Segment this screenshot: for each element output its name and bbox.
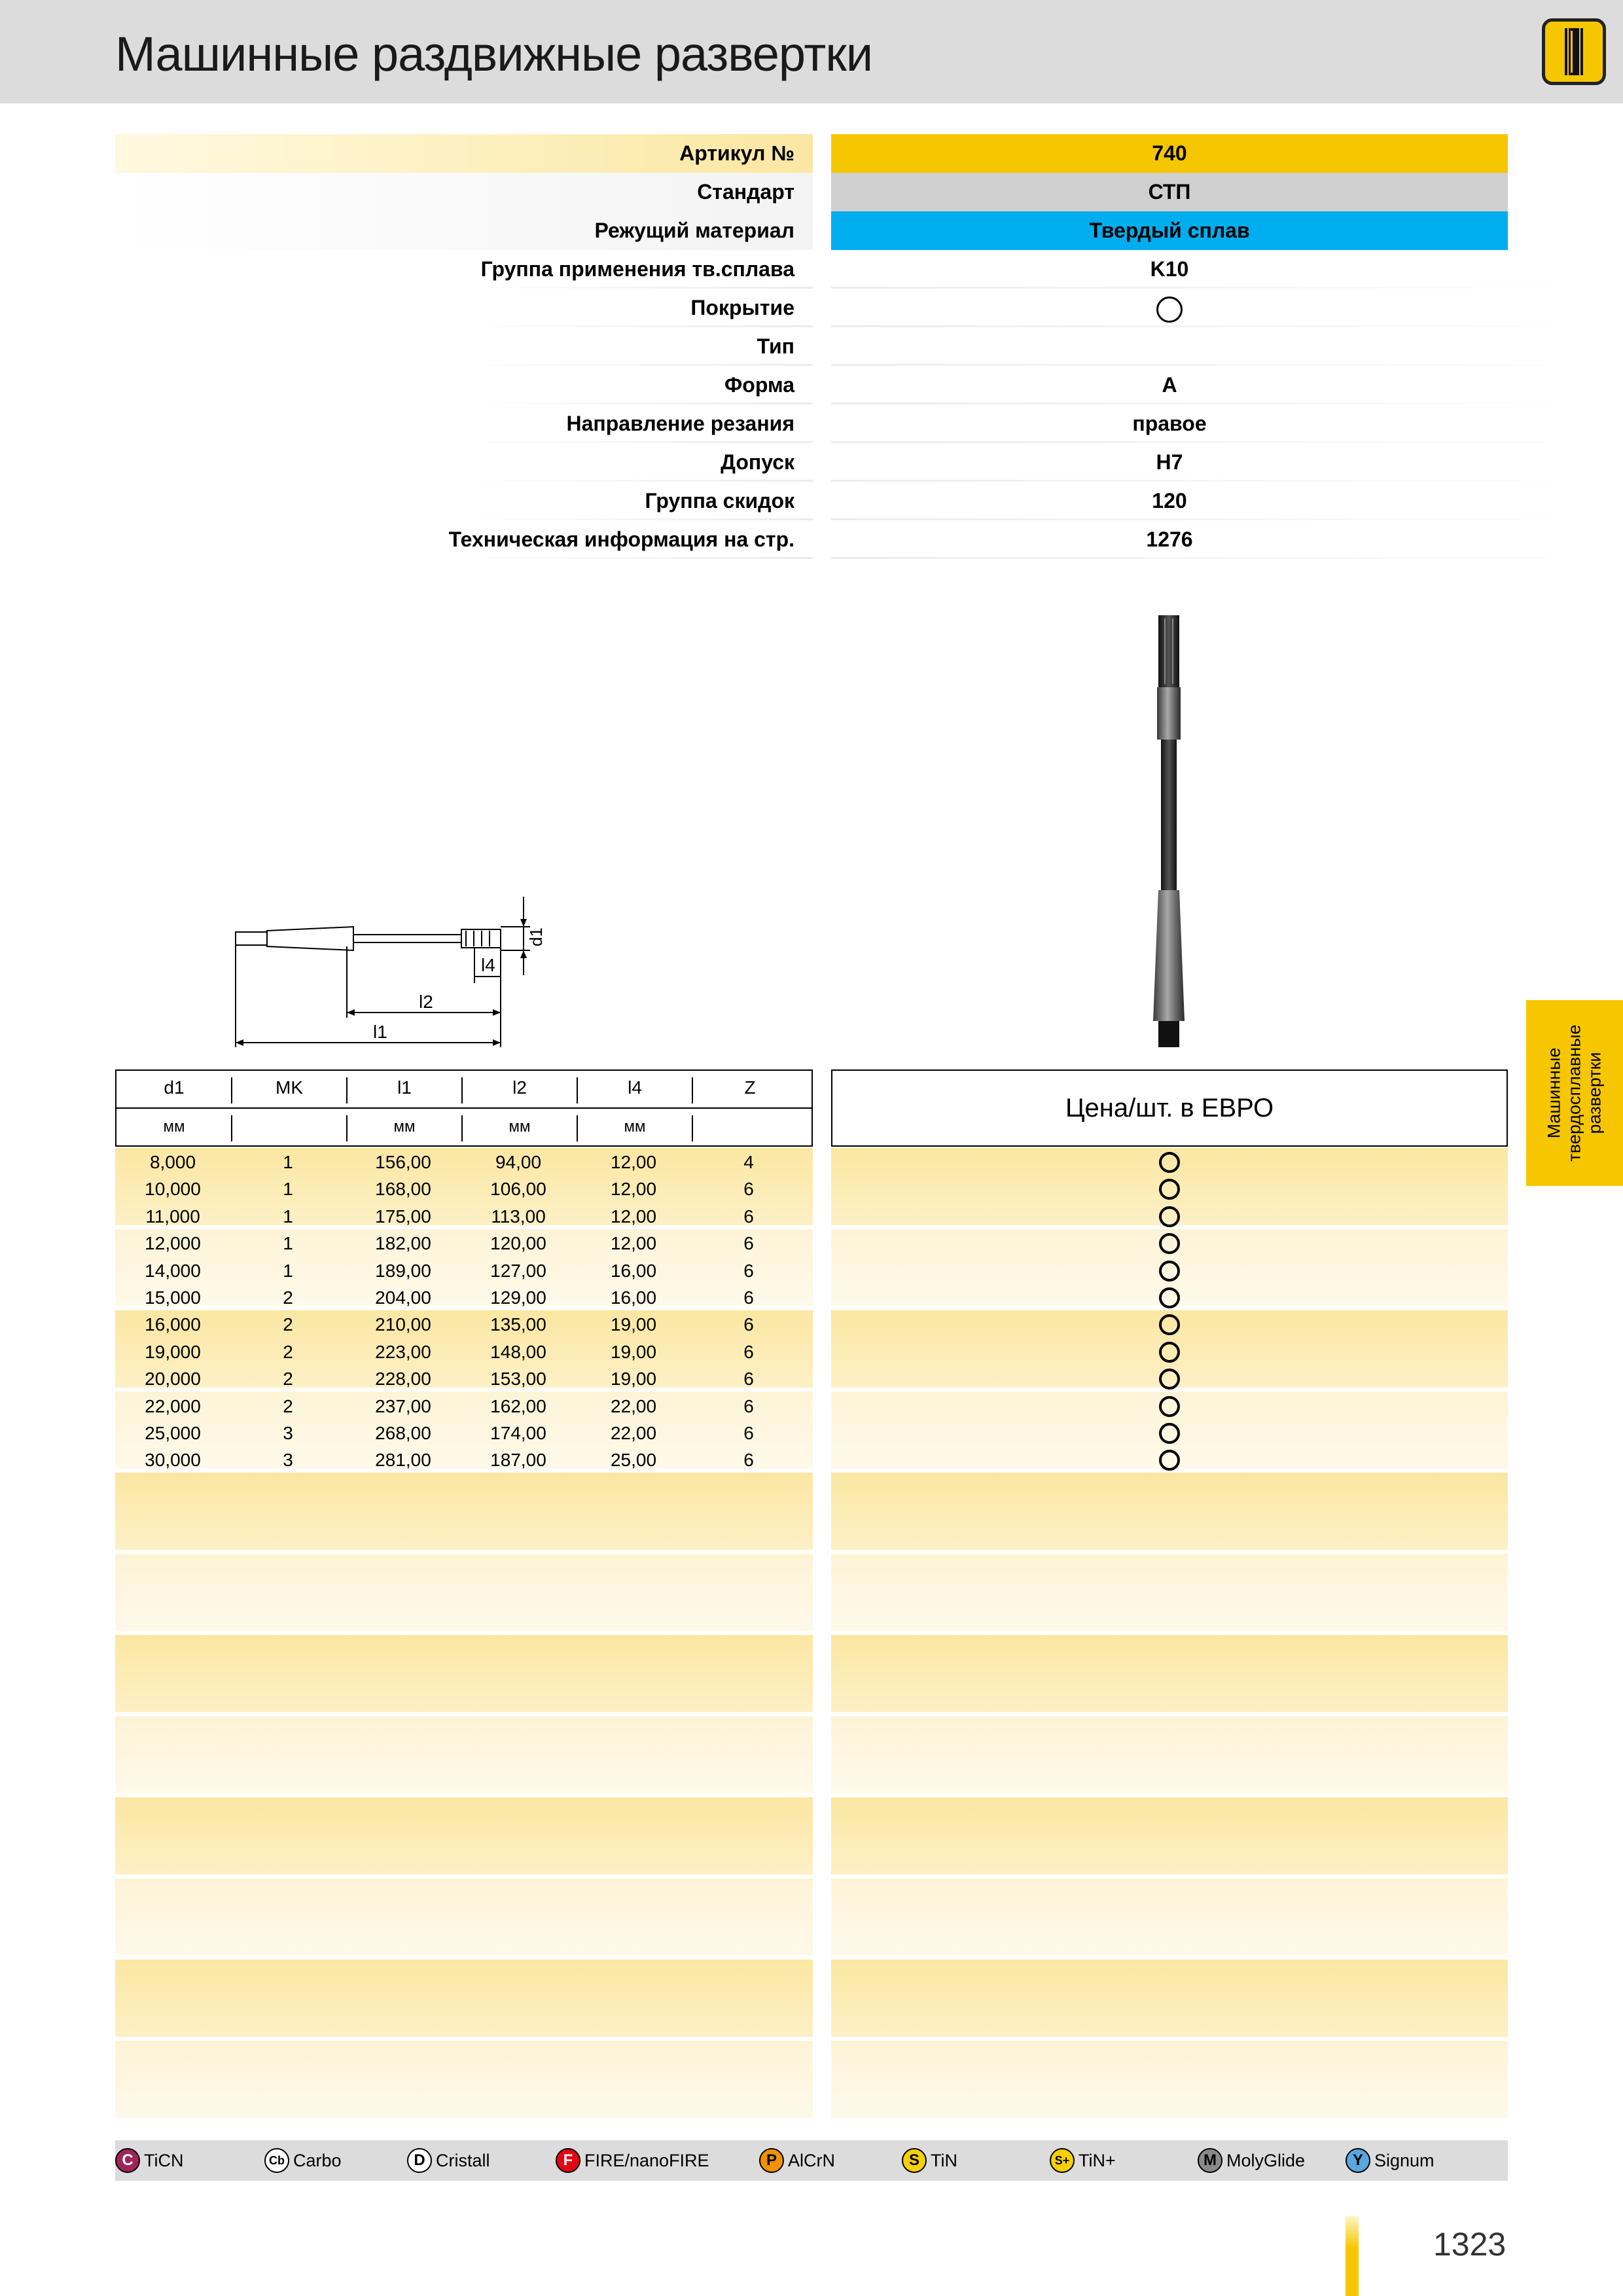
table-band — [115, 1797, 813, 1874]
column-unit: мм — [624, 1118, 646, 1136]
coating-badge-icon: Cb — [264, 2148, 289, 2173]
table-band — [115, 1716, 813, 1793]
column-header: MK — [276, 1077, 303, 1098]
spec-value: Твердый сплав — [831, 211, 1508, 250]
table-cell: 3 — [283, 1423, 293, 1443]
available-ring-icon — [1159, 1342, 1180, 1363]
table-row[interactable] — [115, 1203, 813, 1230]
legend-item — [759, 2140, 835, 2181]
table-row[interactable] — [115, 1420, 813, 1446]
column-header: Z — [744, 1077, 756, 1098]
available-ring-icon — [1159, 1233, 1180, 1254]
table-cell: 2 — [283, 1314, 293, 1335]
column-header: l1 — [397, 1077, 412, 1098]
table-band — [831, 1473, 1508, 1550]
table-cell: 19,00 — [610, 1341, 657, 1362]
column-unit: мм — [163, 1118, 185, 1136]
table-cell: 22,000 — [145, 1395, 201, 1416]
section-side-tab[interactable] — [1526, 1000, 1623, 1186]
spec-label: Допуск — [721, 450, 794, 474]
legend-item — [115, 2140, 184, 2181]
table-band — [831, 2041, 1508, 2118]
table-cell: 106,00 — [490, 1179, 546, 1200]
spec-label: Режущий материал — [115, 211, 813, 250]
table-cell: 6 — [743, 1179, 754, 1200]
table-cell: 2 — [283, 1369, 293, 1390]
table-band — [831, 1716, 1508, 1793]
price-cell[interactable] — [831, 1257, 1508, 1284]
price-cell[interactable] — [831, 1446, 1508, 1473]
column-unit: мм — [508, 1118, 531, 1136]
table-cell: 156,00 — [375, 1152, 431, 1172]
table-cell: 6 — [743, 1287, 754, 1308]
spec-row — [115, 404, 1508, 443]
coating-badge-icon: D — [407, 2148, 432, 2173]
spec-row — [115, 520, 1508, 559]
spec-value: 740 — [831, 134, 1508, 173]
spec-value: 120 — [1152, 489, 1187, 512]
table-band — [831, 1797, 1508, 1874]
table-cell: 182,00 — [375, 1233, 431, 1254]
legend-item — [1346, 2140, 1435, 2181]
table-band — [115, 1960, 813, 2037]
available-ring-icon — [1159, 1287, 1180, 1308]
spec-row — [115, 134, 1508, 173]
reamer-logo-icon — [1542, 18, 1606, 85]
spec-value: 1276 — [1146, 528, 1193, 551]
dim-l4: l4 — [481, 955, 495, 975]
legend-item — [556, 2140, 709, 2181]
available-ring-icon — [1159, 1179, 1180, 1200]
table-row[interactable] — [115, 1338, 813, 1365]
table-cell: 94,00 — [495, 1152, 542, 1172]
price-header: Цена/шт. в ЕВРО — [831, 1069, 1508, 1147]
table-cell: 6 — [743, 1395, 754, 1416]
column-unit: мм — [393, 1118, 416, 1136]
page-accent-bar — [1346, 2216, 1359, 2296]
table-row[interactable] — [115, 1175, 813, 1202]
coating-badge-icon: F — [556, 2148, 580, 2173]
side-tab-label: Машинные твердосплавные развертки — [1544, 1024, 1605, 1162]
table-cell: 120,00 — [490, 1233, 546, 1254]
table-cell: 168,00 — [375, 1179, 431, 1200]
legend-item — [1198, 2140, 1305, 2181]
price-cell[interactable] — [831, 1365, 1508, 1392]
table-cell: 210,00 — [375, 1314, 431, 1335]
table-cell: 8,000 — [149, 1152, 196, 1172]
table-row[interactable] — [115, 1393, 813, 1420]
table-cell: 153,00 — [490, 1369, 546, 1390]
table-cell: 6 — [743, 1260, 754, 1281]
table-cell: 12,000 — [145, 1233, 201, 1254]
legend-label: AlCrN — [788, 2151, 835, 2170]
table-cell: 6 — [743, 1341, 754, 1362]
spec-label: Стандарт — [115, 173, 813, 211]
table-cell: 6 — [743, 1314, 754, 1335]
table-cell: 1 — [283, 1152, 293, 1172]
table-cell: 4 — [743, 1152, 754, 1172]
available-ring-icon — [1159, 1314, 1180, 1335]
table-cell: 12,00 — [610, 1233, 657, 1254]
price-cell[interactable] — [831, 1311, 1508, 1338]
coating-badge-icon: S+ — [1050, 2148, 1075, 2173]
legend-label: TiCN — [144, 2151, 184, 2170]
table-cell: 25,00 — [610, 1450, 657, 1471]
spec-row — [115, 327, 1508, 366]
table-cell: 268,00 — [375, 1423, 431, 1443]
table-cell: 1 — [283, 1260, 293, 1281]
table-band — [831, 1960, 1508, 2037]
column-header: l4 — [628, 1077, 642, 1098]
table-cell: 1 — [283, 1233, 293, 1254]
spec-row — [115, 443, 1508, 482]
coating-legend — [115, 2140, 1508, 2181]
table-row[interactable] — [115, 1230, 813, 1257]
available-ring-icon — [1159, 1261, 1180, 1282]
spec-value: K10 — [1150, 257, 1189, 281]
spec-row — [115, 482, 1508, 520]
table-row[interactable] — [115, 1257, 813, 1284]
legend-item — [1050, 2140, 1116, 2181]
table-cell: 6 — [743, 1369, 754, 1390]
table-cell: 1 — [283, 1206, 293, 1227]
table-cell: 12,00 — [610, 1179, 657, 1200]
table-cell: 6 — [743, 1233, 754, 1254]
table-cell: 16,000 — [145, 1314, 201, 1335]
spec-label: Покрытие — [690, 296, 794, 319]
table-cell: 2 — [283, 1395, 293, 1416]
table-cell: 22,00 — [610, 1395, 657, 1416]
table-cell: 22,00 — [610, 1423, 657, 1443]
dim-l1: l1 — [373, 1022, 387, 1042]
table-cell: 10,000 — [145, 1179, 201, 1200]
coating-badge-icon: Y — [1346, 2148, 1370, 2173]
table-cell: 237,00 — [375, 1395, 431, 1416]
coating-badge-icon: S — [902, 2148, 927, 2173]
table-cell: 228,00 — [375, 1369, 431, 1390]
coating-badge-icon: M — [1198, 2148, 1222, 2173]
spec-row — [115, 289, 1508, 327]
table-row[interactable] — [115, 1365, 813, 1392]
table-cell: 2 — [283, 1341, 293, 1362]
technical-drawing — [223, 884, 707, 1054]
spec-label: Тип — [757, 334, 794, 358]
spec-value: A — [1162, 373, 1177, 397]
legend-label: TiN+ — [1079, 2151, 1116, 2170]
price-cell[interactable] — [831, 1420, 1508, 1446]
table-cell: 135,00 — [490, 1314, 546, 1335]
dim-d1: d1 — [526, 927, 546, 946]
table-band — [115, 1878, 813, 1956]
table-cell: 16,00 — [610, 1260, 657, 1281]
table-cell: 223,00 — [375, 1341, 431, 1362]
dimension-table-header — [115, 1069, 813, 1147]
spec-row — [115, 173, 1508, 211]
spec-label: Направление резания — [566, 412, 794, 435]
table-band — [115, 1554, 813, 1631]
price-cell[interactable] — [831, 1149, 1508, 1175]
available-ring-icon — [1159, 1450, 1180, 1471]
table-cell: 30,000 — [145, 1450, 201, 1471]
spec-row — [115, 250, 1508, 289]
table-band — [115, 1635, 813, 1712]
table-cell: 25,000 — [145, 1423, 201, 1443]
legend-item — [902, 2140, 957, 2181]
table-cell: 6 — [743, 1423, 754, 1443]
available-ring-icon — [1159, 1206, 1180, 1227]
table-cell: 19,000 — [145, 1341, 201, 1362]
spec-label: Группа применения тв.сплава — [480, 257, 794, 281]
page-title: Машинные раздвижные развертки — [115, 27, 873, 81]
table-cell: 6 — [743, 1206, 754, 1227]
table-row[interactable] — [115, 1284, 813, 1311]
legend-label: FIRE/nanoFIRE — [584, 2151, 709, 2170]
table-cell: 174,00 — [490, 1423, 546, 1443]
table-row[interactable] — [115, 1149, 813, 1175]
legend-item — [407, 2140, 490, 2181]
table-cell: 6 — [743, 1450, 754, 1471]
spec-table — [115, 134, 1508, 559]
reamer-photo — [1139, 615, 1198, 1047]
uncoated-circle-icon — [1156, 296, 1183, 323]
table-cell: 12,00 — [610, 1206, 657, 1227]
table-band — [115, 1473, 813, 1550]
spec-value — [831, 289, 1508, 327]
price-cell[interactable] — [831, 1393, 1508, 1420]
table-cell: 175,00 — [375, 1206, 431, 1227]
spec-label: Техническая информация на стр. — [448, 528, 794, 551]
spec-value — [831, 327, 1508, 366]
spec-label: Группа скидок — [645, 489, 794, 512]
table-cell: 129,00 — [490, 1287, 546, 1308]
spec-value: H7 — [1156, 450, 1183, 474]
coating-badge-icon: C — [115, 2148, 140, 2173]
table-cell: 11,000 — [145, 1206, 200, 1227]
column-header: d1 — [164, 1077, 185, 1098]
spec-label: Артикул № — [115, 134, 813, 173]
table-row[interactable] — [115, 1311, 813, 1338]
table-cell: 3 — [283, 1450, 293, 1471]
price-cell[interactable] — [831, 1230, 1508, 1257]
dim-l2: l2 — [419, 992, 433, 1012]
table-cell: 2 — [283, 1287, 293, 1308]
spec-row — [115, 211, 1508, 250]
column-header: l2 — [512, 1077, 527, 1098]
legend-item — [264, 2140, 342, 2181]
price-cell[interactable] — [831, 1203, 1508, 1230]
available-ring-icon — [1159, 1423, 1180, 1444]
table-cell: 113,00 — [491, 1206, 546, 1227]
spec-row — [115, 366, 1508, 404]
table-cell: 16,00 — [610, 1287, 657, 1308]
table-band — [831, 1878, 1508, 1956]
table-cell: 12,00 — [610, 1152, 657, 1172]
table-cell: 281,00 — [375, 1450, 431, 1471]
table-cell: 15,000 — [145, 1287, 201, 1308]
table-cell: 19,00 — [610, 1369, 657, 1390]
table-band — [831, 1635, 1508, 1712]
table-cell: 19,00 — [610, 1314, 657, 1335]
table-band — [115, 2041, 813, 2118]
table-cell: 189,00 — [375, 1260, 431, 1281]
available-ring-icon — [1159, 1396, 1180, 1417]
table-cell: 127,00 — [490, 1260, 546, 1281]
available-ring-icon — [1159, 1369, 1180, 1390]
available-ring-icon — [1159, 1152, 1180, 1173]
legend-label: Cristall — [436, 2151, 490, 2170]
table-band — [831, 1554, 1508, 1631]
table-cell: 148,00 — [490, 1341, 546, 1362]
table-cell: 162,00 — [490, 1395, 546, 1416]
spec-label: Форма — [724, 373, 794, 397]
table-cell: 1 — [283, 1179, 293, 1200]
price-cell[interactable] — [831, 1284, 1508, 1311]
legend-label: MolyGlide — [1226, 2151, 1306, 2170]
table-cell: 187,00 — [490, 1450, 546, 1471]
table-cell: 14,000 — [145, 1260, 201, 1281]
legend-label: TiN — [931, 2151, 957, 2170]
price-cell[interactable] — [831, 1338, 1508, 1365]
legend-label: Carbo — [293, 2151, 342, 2170]
spec-value: правое — [1132, 412, 1207, 435]
table-cell: 204,00 — [375, 1287, 431, 1308]
spec-value: СТП — [831, 173, 1508, 211]
table-row[interactable] — [115, 1446, 813, 1473]
page-number: 1323 — [1433, 2226, 1507, 2263]
page-header — [0, 0, 1623, 103]
table-cell: 20,000 — [145, 1369, 201, 1390]
coating-badge-icon: P — [759, 2148, 784, 2173]
legend-label: Signum — [1374, 2151, 1435, 2170]
price-cell[interactable] — [831, 1175, 1508, 1202]
